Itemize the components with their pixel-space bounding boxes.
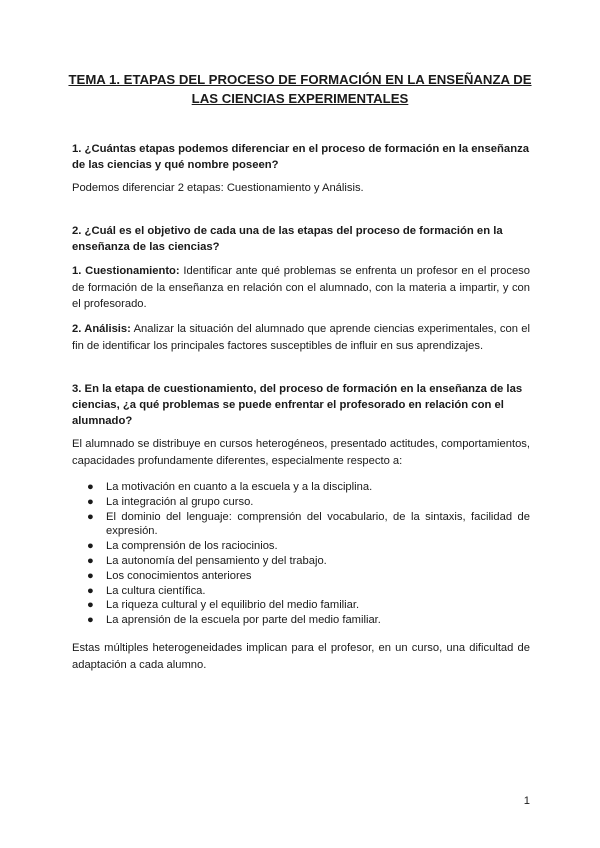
bullet-icon: ●	[87, 510, 94, 523]
answer-1: Podemos diferenciar 2 etapas: Cuestionamiento y Análisis.	[72, 182, 364, 194]
item-label: 1. Cuestionamiento:	[72, 265, 180, 277]
answer-3-conclusion: Estas múltiples heterogeneidades implican para el profesor, en un curso, una dificultad de adaptación a cada alumno.	[72, 642, 530, 671]
list-item: ● La aprensión de la escuela por parte del medio familiar.	[87, 614, 381, 627]
bullet-icon: ●	[87, 599, 94, 612]
page-number: 1	[523, 795, 530, 807]
list-item: ● La riqueza cultural y el equilibrio del medio familiar.	[87, 599, 360, 612]
bullet-icon: ●	[87, 614, 94, 627]
list-item: ● La autonomía del pensamiento y del trabajo.	[87, 554, 327, 567]
question-2: 2. ¿Cuál es el objetivo de cada una de las etapas del proceso de formación en la enseñanza de las ciencias?	[72, 225, 503, 253]
bullet-icon: ●	[87, 584, 94, 597]
answer-2-item-1	[72, 263, 530, 313]
list-item: ● La cultura científica.	[87, 584, 206, 597]
bullet-icon: ●	[87, 554, 94, 567]
answer-3-intro: El alumnado se distribuye en cursos heterogéneos, presentado actitudes, comportamientos, capacidades profundamente diferentes, especialmente respecto a:	[72, 438, 530, 467]
question-3: 3. En la etapa de cuestionamiento, del proceso de formación en la enseñanza de las ciencias, ¿a qué problemas se puede enfrentar el profesorado en relación con el alumnado?	[72, 383, 523, 427]
item-text: Analizar la situación del alumnado que aprende ciencias experimentales, con el fin de identificar los principales factores susceptibles de influir en sus aprendizajes.	[72, 323, 531, 352]
list-item: ● La motivación en cuanto a la escuela y a la disciplina.	[87, 481, 373, 493]
bullet-icon: ●	[87, 569, 94, 582]
list-item: ● Los conocimientos anteriores	[87, 569, 252, 582]
bullet-icon: ●	[87, 481, 94, 493]
list-item: ● La integración al grupo curso.	[87, 495, 254, 508]
bullet-icon: ●	[87, 495, 94, 508]
answer-2-item-2	[72, 321, 530, 354]
list-item: ● La comprensión de los raciocinios.	[87, 540, 278, 553]
item-text: Identificar ante qué problemas se enfrenta un profesor en el proceso de formación de la enseñanza en relación con el alumnado, con la materia a impartir, y con el profesorado.	[72, 265, 531, 310]
bullet-list	[72, 480, 530, 628]
bullet-icon: ●	[87, 540, 94, 553]
item-label: 2. Análisis:	[72, 323, 131, 335]
question-1: 1. ¿Cuántas etapas podemos diferenciar en el proceso de formación en la enseñanza de las ciencias y qué nombre poseen?	[72, 143, 530, 171]
list-item: ● El dominio del lenguaje: comprensión del vocabulario, de la sintaxis, facilidad de expresión.	[87, 510, 530, 538]
document-title: TEMA 1. ETAPAS DEL PROCESO DE FORMACIÓN EN LA ENSEÑANZA DE LAS CIENCIAS EXPERIMENTALES	[68, 72, 532, 106]
